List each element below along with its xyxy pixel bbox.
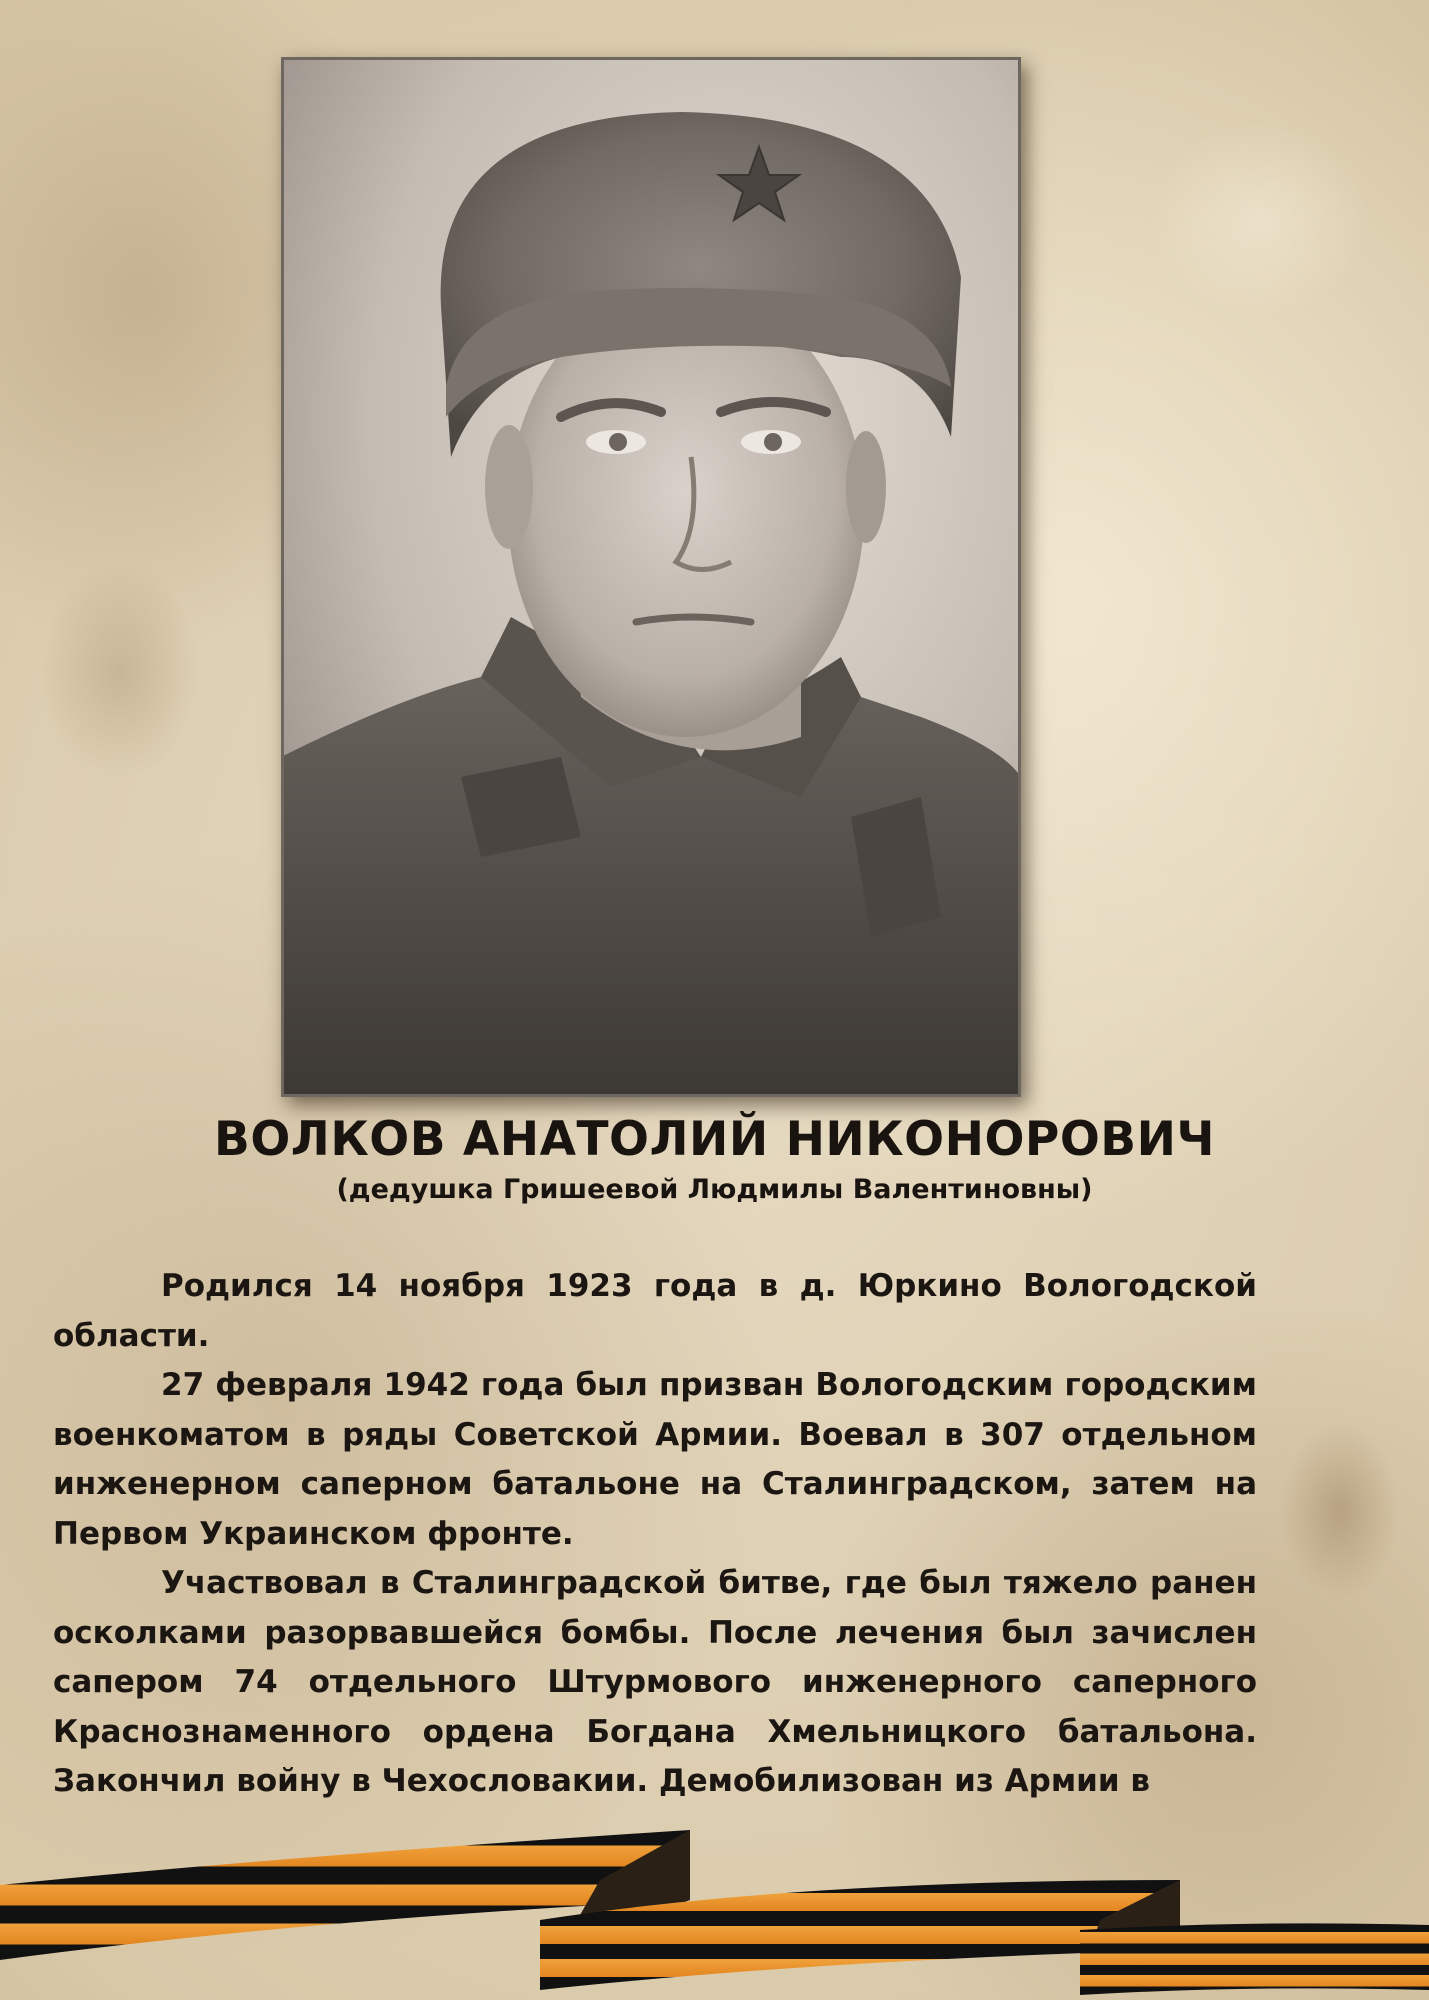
soldier-portrait-photo bbox=[281, 57, 1021, 1097]
biography-paragraph: 27 февраля 1942 года был призван Вологодским городским военкоматом в ряды Советской Армии. Воевал в 307 отдельном инженерном саперном батальоне на Сталинградском, затем на Первом Украинском фронте. bbox=[53, 1367, 1257, 1552]
person-name-heading: ВОЛКОВ АНАТОЛИЙ НИКОНОРОВИЧ bbox=[214, 1112, 1215, 1167]
paper-stain bbox=[1280, 1420, 1400, 1600]
st-george-ribbon-icon bbox=[0, 1820, 1429, 2000]
biography-text bbox=[53, 1262, 1257, 1807]
biography-paragraph: Участвовал в Сталинградской битве, где был тяжело ранен осколками разорвавшейся бомбы. После лечения был зачислен сапером 74 отдельного Штурмового инженерного саперного Краснознаменного ордена Богдана Хмельницкого батальона. Закончил войну в Чехословакии. Демобилизован из Армии в bbox=[53, 1565, 1257, 1799]
paper-stain bbox=[40, 560, 200, 780]
paper-stain bbox=[1150, 120, 1370, 320]
biography-paragraph: Родился 14 ноября 1923 года в д. Юркино Вологодской области. bbox=[53, 1268, 1257, 1354]
relation-subtitle: (дедушка Гришеевой Людмилы Валентиновны) bbox=[336, 1174, 1093, 1205]
